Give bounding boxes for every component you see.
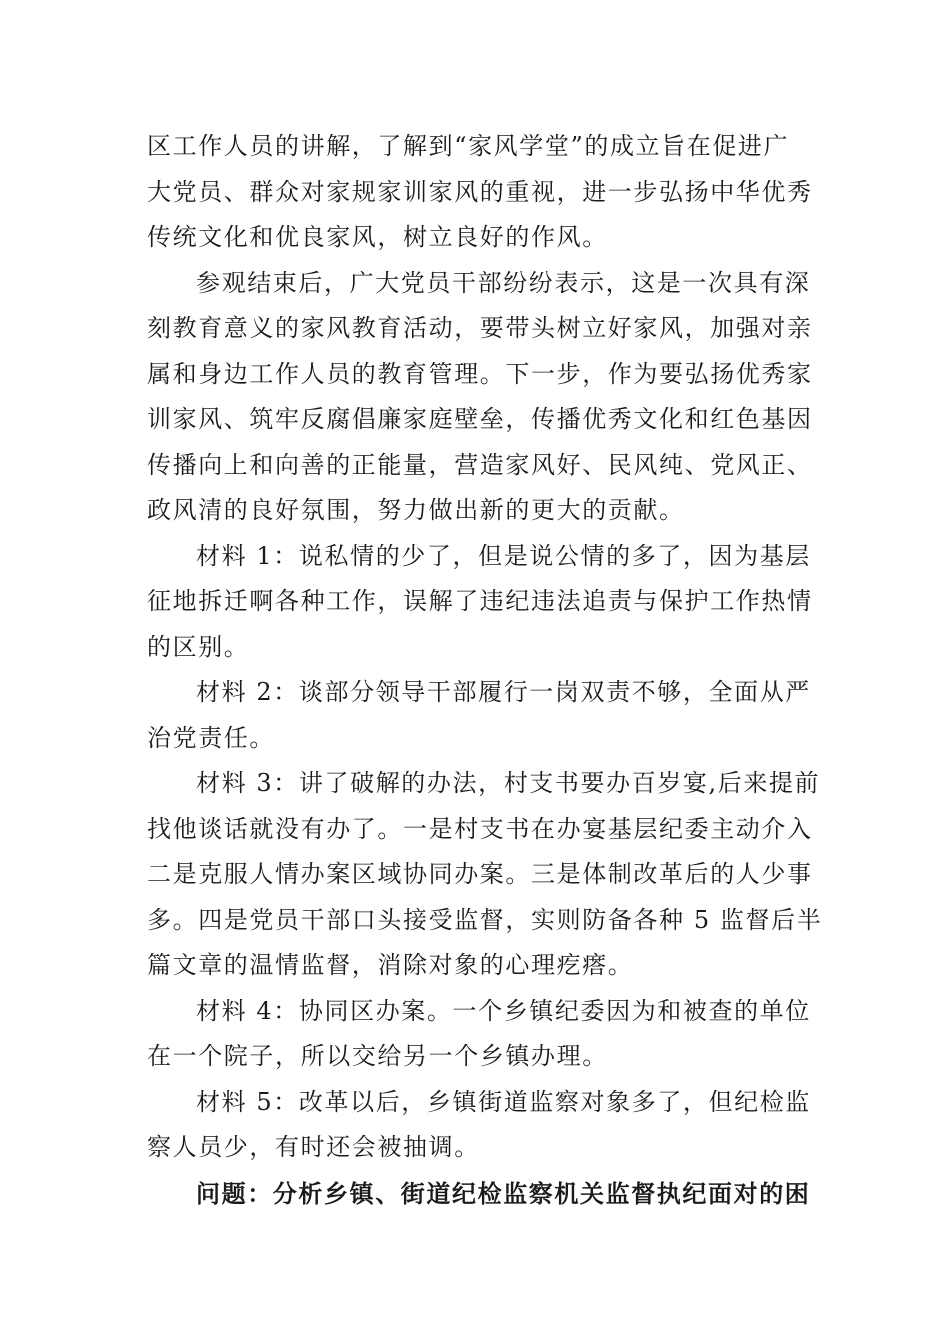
text-line: 材料 3：讲了破解的办法，村支书要办百岁宴,后来提前: [196, 769, 821, 797]
text-line: 察人员少，有时还会被抽调。: [147, 1133, 480, 1161]
text-line: 材料 2：谈部分领导干部履行一岗双责不够，全面从严: [196, 678, 811, 706]
text-line: 在一个院子，所以交给另一个乡镇办理。: [147, 1042, 608, 1070]
text-line: 政风清的良好氛围，努力做出新的更大的贡献。: [147, 496, 685, 524]
text-line: 材料 1：说私情的少了，但是说公情的多了，因为基层: [196, 541, 811, 570]
text-line: 区工作人员的讲解，了解到“家风学堂”的成立旨在促进广: [147, 132, 790, 160]
document-body: [147, 124, 823, 1216]
text-line: 属和身边工作人员的教育管理。下一步，作为要弘扬优秀家: [147, 359, 813, 388]
text-line: 大党员、群众对家规家训家风的重视，进一步弘扬中华优秀: [147, 177, 813, 206]
text-line: 的区别。: [147, 632, 250, 661]
text-line: 材料 5：改革以后，乡镇街道监察对象多了，但纪检监: [196, 1087, 811, 1116]
text-line: 传播向上和向善的正能量，营造家风好、民风纯、党风正、: [147, 450, 813, 479]
text-line: 二是克服人情办案区域协同办案。三是体制改革后的人少事: [147, 860, 813, 888]
question-heading-line: 问题：分析乡镇、街道纪检监察机关监督执纪面对的困: [196, 1178, 811, 1208]
text-line: 材料 4：协同区办案。一个乡镇纪委因为和被查的单位: [196, 996, 811, 1025]
text-line: 治党责任。: [147, 723, 275, 752]
text-line: 篇文章的温情监督，消除对象的心理疙瘩。: [147, 951, 634, 979]
text-line: 训家风、筑牢反腐倡廉家庭壁垒，传播优秀文化和红色基因: [147, 405, 813, 433]
text-line: 参观结束后，广大党员干部纷纷表示，这是一次具有深: [196, 268, 811, 297]
text-line: 刻教育意义的家风教育活动，要带头树立好家风，加强对亲: [147, 314, 813, 342]
text-line: 征地拆迁啊各种工作，误解了违纪违法追责与保护工作热情: [147, 587, 813, 615]
text-line: 传统文化和优良家风，树立良好的作风。: [147, 223, 608, 251]
text-line: 多。四是党员干部口头接受监督，实则防备各种 5 监督后半: [147, 905, 823, 934]
text-line: 找他谈话就没有办了。一是村支书在办宴基层纪委主动介入: [147, 814, 813, 843]
